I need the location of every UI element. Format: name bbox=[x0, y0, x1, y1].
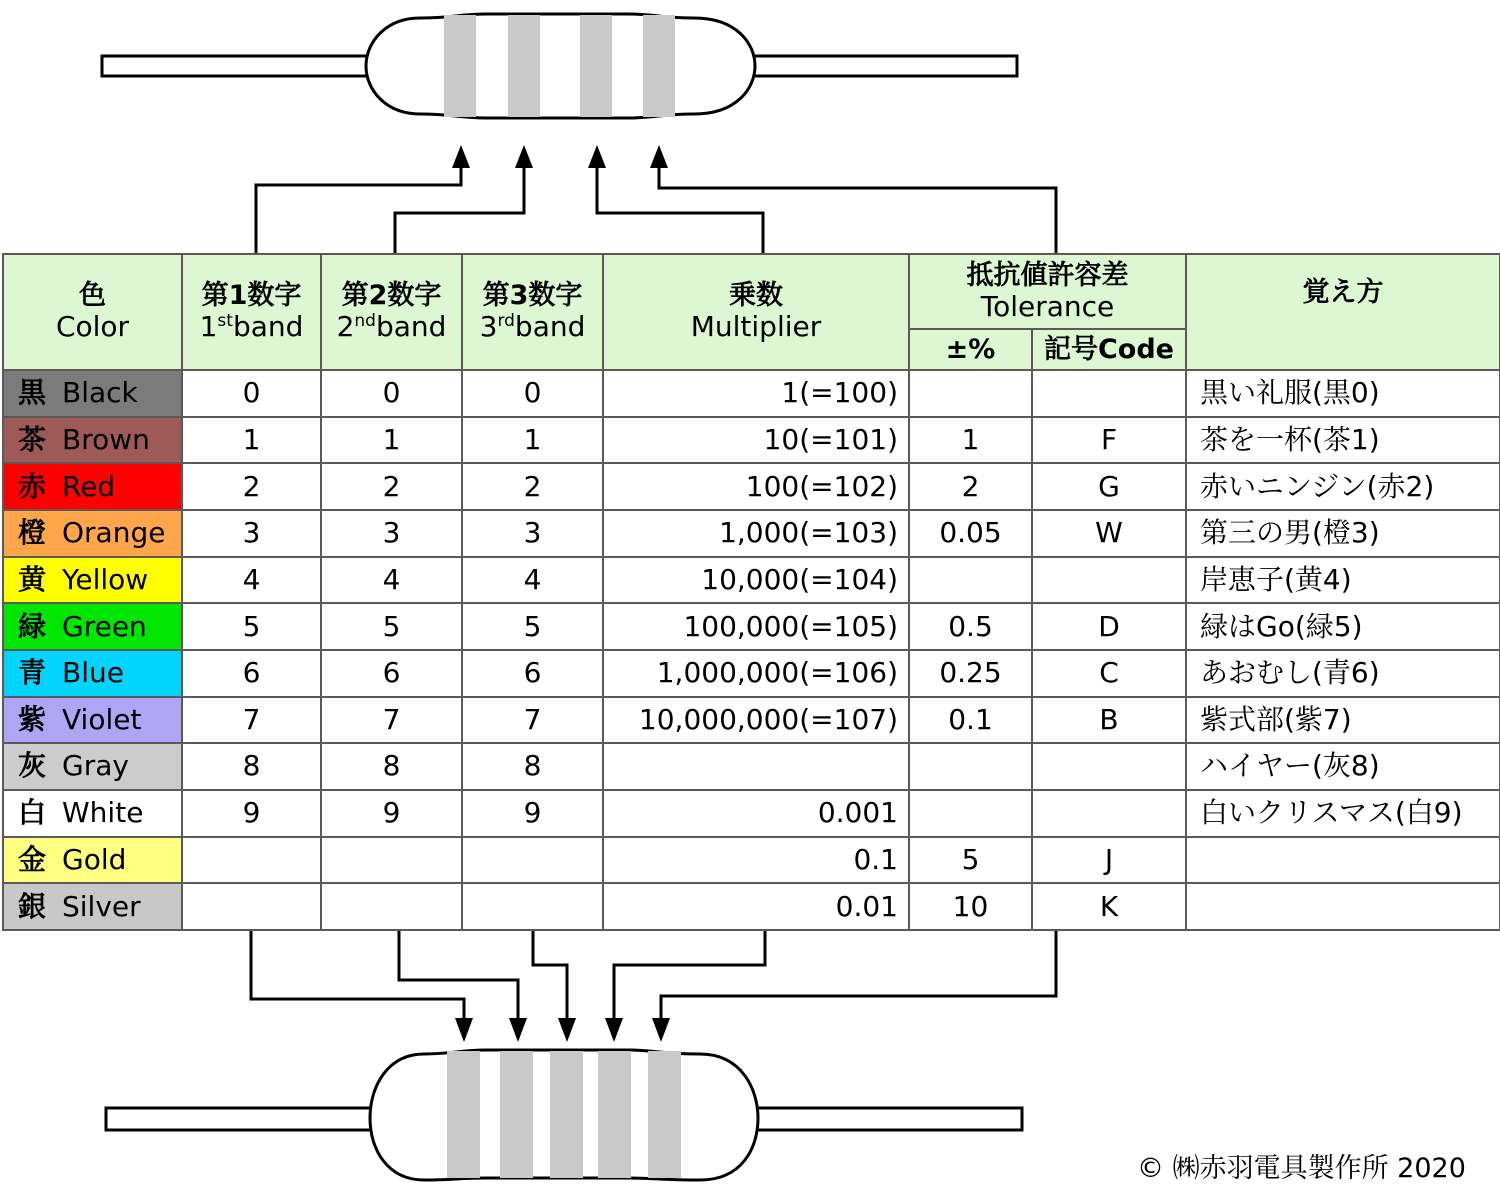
multiplier-cell: 0.01 bbox=[603, 883, 909, 930]
arrow-down-icon bbox=[558, 1018, 576, 1042]
bottom-band-3 bbox=[550, 1051, 583, 1178]
top-band-2 bbox=[508, 15, 540, 117]
color-kanji: 赤 bbox=[18, 469, 47, 503]
color-kanji: 銀 bbox=[18, 889, 47, 923]
resistor-color-code-table bbox=[2, 253, 1500, 931]
digit2-cell: 0 bbox=[321, 370, 462, 417]
table-row bbox=[3, 697, 1500, 744]
digit3-cell: 5 bbox=[462, 603, 603, 650]
color-kanji: 金 bbox=[18, 842, 47, 876]
digit3-cell bbox=[462, 837, 603, 884]
header-tolerance-percent bbox=[909, 329, 1032, 370]
copyright-notice: © ㈱赤羽電具製作所 2020 bbox=[1137, 1153, 1466, 1184]
digit3-cell: 0 bbox=[462, 370, 603, 417]
tolerance-cell: 0.05 bbox=[909, 510, 1032, 557]
bottom-connectors bbox=[251, 931, 1056, 1020]
color-name: Blue bbox=[62, 656, 124, 690]
bottom-band-2 bbox=[500, 1051, 533, 1178]
color-cell bbox=[3, 510, 182, 557]
digit1-cell: 7 bbox=[182, 697, 321, 744]
digit1-cell: 1 bbox=[182, 417, 321, 464]
arrow-up-icon bbox=[588, 145, 606, 168]
color-name: Violet bbox=[62, 702, 142, 736]
header-tolerance-code-label: 記号Code bbox=[1043, 333, 1174, 365]
top-band-1 bbox=[444, 15, 476, 117]
tolerance-code-cell: B bbox=[1032, 697, 1186, 744]
tolerance-code-cell: F bbox=[1032, 417, 1186, 464]
tolerance-code-cell bbox=[1032, 790, 1186, 837]
tolerance-cell: 1 bbox=[909, 417, 1032, 464]
header-band1-num: 1 bbox=[199, 310, 218, 344]
tolerance-cell: 10 bbox=[909, 883, 1032, 930]
top-arrowheads bbox=[452, 145, 668, 168]
tolerance-code-cell: K bbox=[1032, 883, 1186, 930]
digit2-cell: 4 bbox=[321, 557, 462, 604]
multiplier-cell: 0.1 bbox=[603, 837, 909, 884]
color-cell bbox=[3, 743, 182, 790]
bottom-band-1 bbox=[447, 1051, 480, 1178]
header-tolerance bbox=[909, 254, 1186, 329]
header-tolerance-en: Tolerance bbox=[980, 289, 1115, 323]
top-resistor bbox=[102, 14, 1017, 118]
tolerance-cell bbox=[909, 743, 1032, 790]
connector-mult-top bbox=[597, 165, 763, 253]
mnemonic-cell: 赤いニンジン(赤2) bbox=[1186, 463, 1500, 510]
color-kanji: 茶 bbox=[18, 422, 47, 456]
multiplier-cell: 1,000,000(=106) bbox=[603, 650, 909, 697]
color-kanji: 白 bbox=[18, 796, 47, 830]
header-band3-jp: 第3数字 bbox=[482, 280, 583, 312]
digit3-cell: 1 bbox=[462, 417, 603, 464]
header-band2-jp: 第2数字 bbox=[341, 280, 442, 312]
mnemonic-cell: 白いクリスマス(白9) bbox=[1186, 790, 1500, 837]
color-cell bbox=[3, 837, 182, 884]
digit2-cell: 9 bbox=[321, 790, 462, 837]
header-color-en: Color bbox=[55, 310, 130, 344]
color-cell bbox=[3, 417, 182, 464]
header-band1-word: band bbox=[232, 310, 304, 344]
multiplier-cell: 100,000(=105) bbox=[603, 603, 909, 650]
digit2-cell: 2 bbox=[321, 463, 462, 510]
color-kanji: 黄 bbox=[18, 562, 47, 596]
digit1-cell: 9 bbox=[182, 790, 321, 837]
digit3-cell: 4 bbox=[462, 557, 603, 604]
table-row bbox=[3, 603, 1500, 650]
table-row bbox=[3, 743, 1500, 790]
color-name: Orange bbox=[62, 516, 166, 550]
color-name: Gray bbox=[62, 749, 129, 783]
header-tolerance-percent-label: ±% bbox=[945, 333, 996, 365]
mnemonic-cell: 岸恵子(黄4) bbox=[1186, 557, 1500, 604]
header-band3-sup: rd bbox=[497, 311, 515, 332]
color-name: Red bbox=[62, 469, 116, 503]
header-memo-jp: 覚え方 bbox=[1302, 277, 1384, 308]
digit2-cell: 8 bbox=[321, 743, 462, 790]
arrow-down-icon bbox=[605, 1018, 623, 1042]
multiplier-cell: 0.001 bbox=[603, 790, 909, 837]
header-band1 bbox=[182, 254, 321, 370]
bottom-band-4 bbox=[598, 1051, 631, 1178]
mnemonic-cell: あおむし(青6) bbox=[1186, 650, 1500, 697]
arrow-down-icon bbox=[455, 1018, 473, 1042]
table-row bbox=[3, 650, 1500, 697]
tolerance-code-cell bbox=[1032, 370, 1186, 417]
table-row bbox=[3, 837, 1500, 884]
color-name: Brown bbox=[62, 422, 150, 456]
header-multiplier bbox=[603, 254, 909, 370]
header-band2-num: 2 bbox=[336, 310, 355, 344]
tolerance-code-cell: D bbox=[1032, 603, 1186, 650]
mnemonic-cell bbox=[1186, 837, 1500, 884]
multiplier-cell: 100(=102) bbox=[603, 463, 909, 510]
digit2-cell: 7 bbox=[321, 697, 462, 744]
connector-tol-top bbox=[659, 165, 1056, 253]
table-row bbox=[3, 510, 1500, 557]
table-row bbox=[3, 883, 1500, 930]
arrow-up-icon bbox=[650, 145, 668, 168]
digit2-cell bbox=[321, 883, 462, 930]
mnemonic-cell: 緑はGo(緑5) bbox=[1186, 603, 1500, 650]
tolerance-cell: 2 bbox=[909, 463, 1032, 510]
color-cell bbox=[3, 463, 182, 510]
arrow-down-icon bbox=[652, 1018, 670, 1042]
digit3-cell: 8 bbox=[462, 743, 603, 790]
connector-band1-top bbox=[256, 165, 461, 253]
top-band-4 bbox=[643, 15, 675, 117]
digit2-cell bbox=[321, 837, 462, 884]
bottom-band-5 bbox=[648, 1051, 681, 1178]
connector-band2-bottom bbox=[399, 931, 518, 1020]
table-row bbox=[3, 557, 1500, 604]
color-kanji: 青 bbox=[18, 656, 47, 690]
tolerance-cell: 0.25 bbox=[909, 650, 1032, 697]
mnemonic-cell: 第三の男(橙3) bbox=[1186, 510, 1500, 557]
digit2-cell: 6 bbox=[321, 650, 462, 697]
digit1-cell bbox=[182, 883, 321, 930]
tolerance-cell bbox=[909, 557, 1032, 604]
header-band3-word: band bbox=[514, 310, 586, 344]
bottom-arrowheads bbox=[455, 1018, 670, 1042]
tolerance-code-cell bbox=[1032, 557, 1186, 604]
header-band1-sup: st bbox=[217, 311, 233, 332]
header-memo bbox=[1186, 254, 1500, 370]
color-name: Black bbox=[62, 376, 138, 410]
color-cell bbox=[3, 603, 182, 650]
header-multiplier-jp: 乗数 bbox=[729, 280, 783, 312]
color-cell bbox=[3, 883, 182, 930]
header-tolerance-code bbox=[1032, 329, 1186, 370]
color-kanji: 灰 bbox=[18, 749, 47, 783]
table-row bbox=[3, 417, 1500, 464]
multiplier-cell: 1,000(=103) bbox=[603, 510, 909, 557]
header-color-jp: 色 bbox=[79, 280, 106, 312]
color-cell bbox=[3, 557, 182, 604]
tolerance-code-cell bbox=[1032, 743, 1186, 790]
digit1-cell: 3 bbox=[182, 510, 321, 557]
digit1-cell: 4 bbox=[182, 557, 321, 604]
table-row bbox=[3, 370, 1500, 417]
color-cell bbox=[3, 370, 182, 417]
color-kanji: 橙 bbox=[18, 516, 47, 550]
digit1-cell: 6 bbox=[182, 650, 321, 697]
color-kanji: 紫 bbox=[18, 702, 47, 736]
digit3-cell: 6 bbox=[462, 650, 603, 697]
table-row bbox=[3, 463, 1500, 510]
header-band2 bbox=[321, 254, 462, 370]
header-band2-sup: nd bbox=[354, 311, 376, 332]
header-color bbox=[3, 254, 182, 370]
digit3-cell: 3 bbox=[462, 510, 603, 557]
color-cell bbox=[3, 650, 182, 697]
digit3-cell: 7 bbox=[462, 697, 603, 744]
digit3-cell: 9 bbox=[462, 790, 603, 837]
tolerance-code-cell: G bbox=[1032, 463, 1186, 510]
color-cell bbox=[3, 790, 182, 837]
color-name: Green bbox=[62, 609, 147, 643]
color-name: Yellow bbox=[62, 562, 149, 596]
digit3-cell: 2 bbox=[462, 463, 603, 510]
top-connectors bbox=[256, 165, 1056, 253]
connector-tol-bottom bbox=[661, 931, 1056, 1020]
color-cell bbox=[3, 697, 182, 744]
color-name: Silver bbox=[62, 889, 141, 923]
mnemonic-cell: 茶を一杯(茶1) bbox=[1186, 417, 1500, 464]
multiplier-cell: 1(=100) bbox=[603, 370, 909, 417]
mnemonic-cell bbox=[1186, 883, 1500, 930]
multiplier-cell: 10(=101) bbox=[603, 417, 909, 464]
table-row bbox=[3, 790, 1500, 837]
header-band3-num: 3 bbox=[479, 310, 498, 344]
tolerance-cell: 5 bbox=[909, 837, 1032, 884]
color-kanji: 緑 bbox=[18, 609, 47, 643]
tolerance-cell: 0.1 bbox=[909, 697, 1032, 744]
mnemonic-cell: ハイヤー(灰8) bbox=[1186, 743, 1500, 790]
tolerance-cell bbox=[909, 790, 1032, 837]
tolerance-cell: 0.5 bbox=[909, 603, 1032, 650]
header-band3 bbox=[462, 254, 603, 370]
digit2-cell: 3 bbox=[321, 510, 462, 557]
multiplier-cell: 10,000(=104) bbox=[603, 557, 909, 604]
digit1-cell: 8 bbox=[182, 743, 321, 790]
digit1-cell bbox=[182, 837, 321, 884]
tolerance-cell bbox=[909, 370, 1032, 417]
digit2-cell: 5 bbox=[321, 603, 462, 650]
header-tolerance-jp: 抵抗値許容差 bbox=[966, 259, 1129, 291]
tolerance-code-cell: J bbox=[1032, 837, 1186, 884]
connector-mult-bottom bbox=[614, 931, 765, 1020]
color-name: White bbox=[62, 796, 144, 830]
mnemonic-cell: 紫式部(紫7) bbox=[1186, 697, 1500, 744]
digit3-cell bbox=[462, 883, 603, 930]
color-kanji: 黒 bbox=[18, 376, 47, 410]
top-resistor-body bbox=[366, 14, 755, 118]
tolerance-code-cell: W bbox=[1032, 510, 1186, 557]
digit1-cell: 0 bbox=[182, 370, 321, 417]
digit1-cell: 5 bbox=[182, 603, 321, 650]
tolerance-code-cell: C bbox=[1032, 650, 1186, 697]
arrow-up-icon bbox=[515, 145, 533, 168]
digit2-cell: 1 bbox=[321, 417, 462, 464]
multiplier-cell bbox=[603, 743, 909, 790]
mnemonic-cell: 黒い礼服(黒0) bbox=[1186, 370, 1500, 417]
header-band1-jp: 第1数字 bbox=[201, 280, 302, 312]
header-multiplier-en: Multiplier bbox=[690, 310, 822, 344]
arrow-down-icon bbox=[509, 1018, 527, 1042]
connector-band3-bottom bbox=[533, 931, 567, 1020]
arrow-up-icon bbox=[452, 145, 470, 168]
header-band2-word: band bbox=[375, 310, 447, 344]
connector-band1-bottom bbox=[251, 931, 464, 1020]
color-name: Gold bbox=[62, 842, 127, 876]
top-band-3 bbox=[580, 15, 612, 117]
multiplier-cell: 10,000,000(=107) bbox=[603, 697, 909, 744]
digit1-cell: 2 bbox=[182, 463, 321, 510]
bottom-resistor bbox=[106, 1050, 1022, 1180]
